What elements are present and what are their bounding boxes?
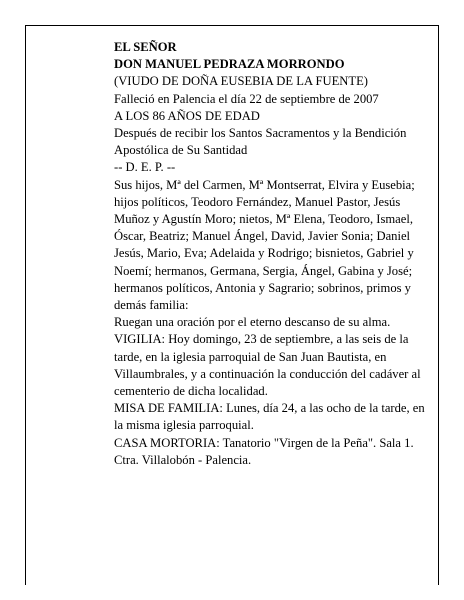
mortuary-paragraph: CASA MORTORIA: Tanatorio "Virgen de la Peña". Sala 1. Ctra. Villalobón - Palencia. xyxy=(114,435,414,467)
family-mass-paragraph: MISA DE FAMILIA: Lunes, día 24, a las ocho de la tarde, en la misma iglesia parroquial. xyxy=(114,401,425,433)
prayer-request: Ruegan una oración por el eterno descanso de su alma. xyxy=(114,315,391,330)
header-title: EL SEÑOR xyxy=(114,40,177,54)
obituary-notice xyxy=(114,39,436,469)
sacraments-line: Después de recibir los Santos Sacramentos y la Bendición Apostólica de Su Santidad xyxy=(114,126,407,158)
death-info: Falleció en Palencia el día 22 de septiembre de 2007 xyxy=(114,91,379,106)
vigil-paragraph: VIGILIA: Hoy domingo, 23 de septiembre, a las seis de la tarde, en la iglesia parroquial de San Juan Bautista, en Villaumbrales, y a continuación la conducción del cadáver al cementerio de dicha localidad. xyxy=(114,332,421,399)
deceased-name: DON MANUEL PEDRAZA MORRONDO xyxy=(114,57,345,72)
age-line: A LOS 86 AÑOS DE EDAD xyxy=(114,108,260,123)
rip-line: -- D. E. P. -- xyxy=(114,160,176,175)
widower-of: (VIUDO DE DOÑA EUSEBIA DE LA FUENTE) xyxy=(114,74,368,89)
family-paragraph: Sus hijos, Mª del Carmen, Mª Montserrat, Elvira y Eusebia; hijos políticos, Teodoro Fernández, Manuel Pastor, Jesús Muñoz y Agustín Moro; nietos, Mª Elena, Teodoro, Ismael, Óscar, Beatriz; Manuel Ángel, David, Javier Sonia; Daniel Jesús, Mario, Eva; Adelaida y Rodrigo; bisnietos, Gabriel y Noemí; hermanos, Germana, Sergia, Ángel, Gabina y José; hermanos políticos, Antonia y Sagrario; sobrinos, primos y demás familia: xyxy=(114,177,415,313)
